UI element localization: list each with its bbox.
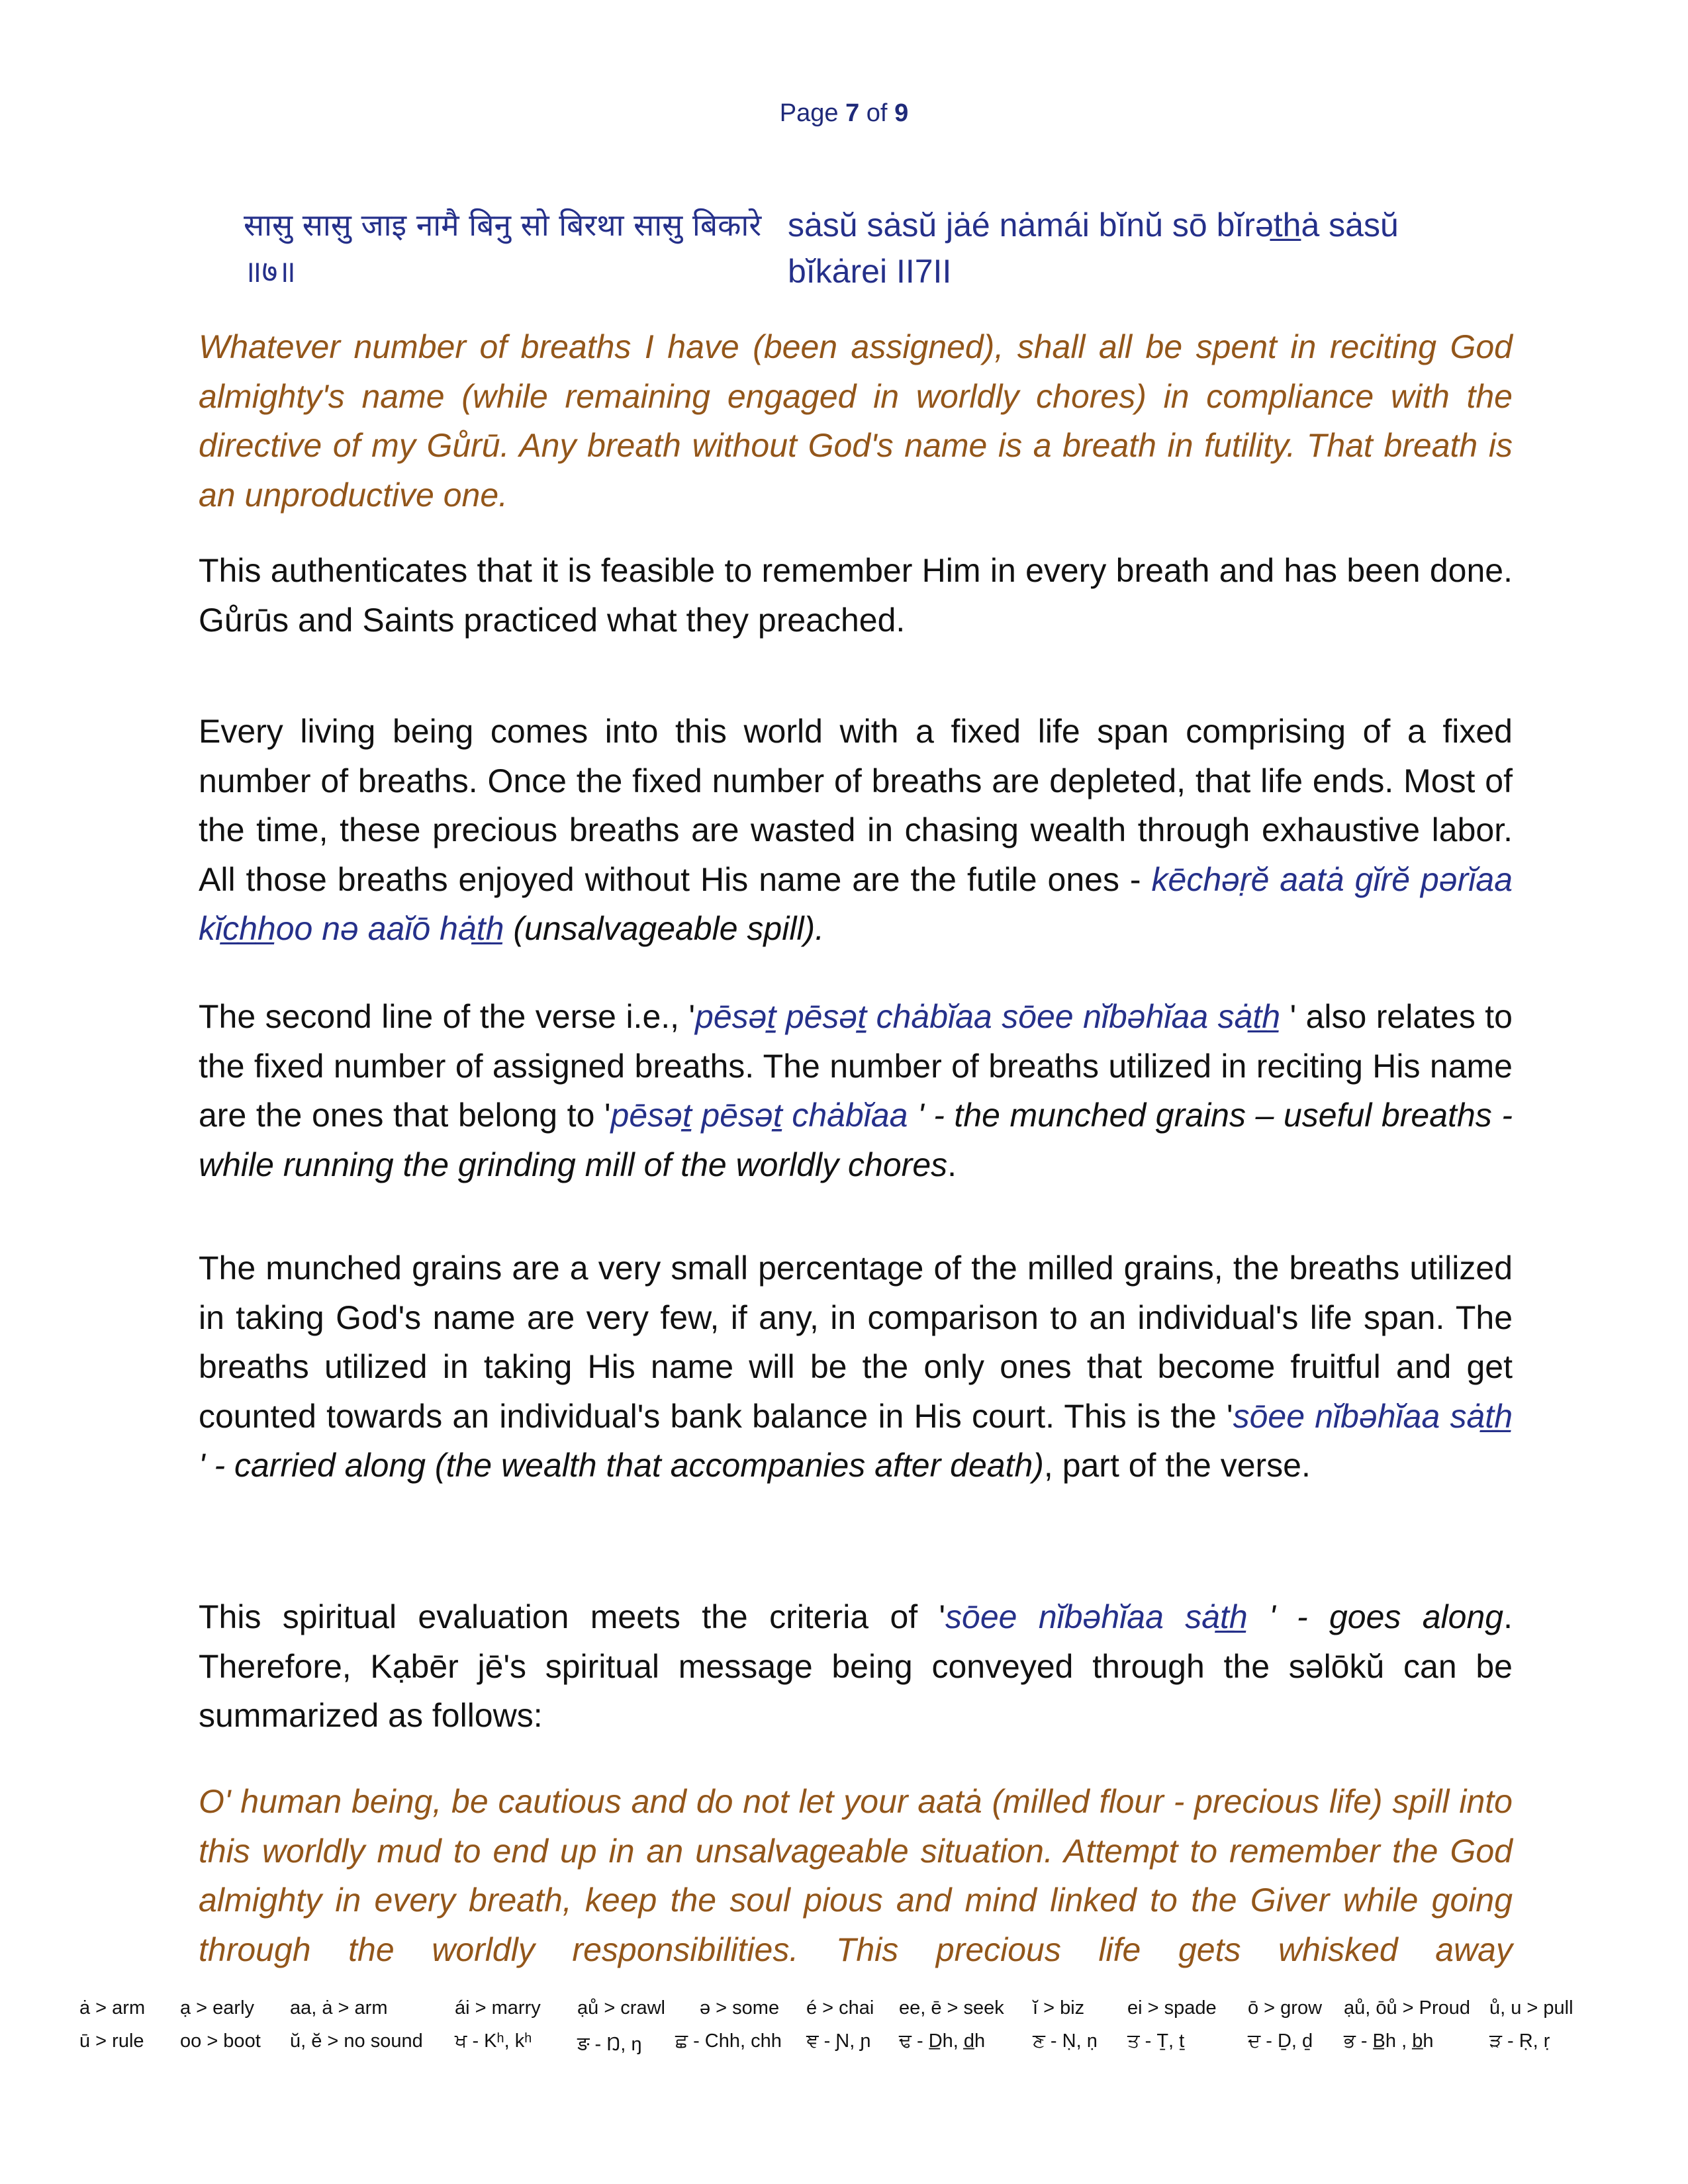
legend-item: ĭ > biz — [1033, 1997, 1085, 2019]
paragraph-second-line: The second line of the verse i.e., 'pēsəṯ pēsəṯ chȧbĭaa sōee nĭbəhĭaa sȧt̲h̲ ' also relates to the fixed number of assigned breaths. The number of breaths utilized in reciting His name are the ones that belong to 'pēsəṯ pēsəṯ chȧbĭaa ' - the munched grains – useful breaths - while running the grinding mill of the worldly chores. — [199, 998, 1513, 1183]
legend-item: ȧ > arm — [79, 1997, 146, 2019]
translit-phrase: sōee nĭbəhĭaa sȧt̲h̲ — [1233, 1397, 1513, 1435]
legend-item: ū > rule — [79, 2030, 144, 2052]
legend-item: ō > grow — [1248, 1997, 1323, 2019]
legend-item: ei > spade — [1127, 1997, 1217, 2019]
paragraph-evaluation: This spiritual evaluation meets the criteria of 'sōee nĭbəhĭaa sȧt̲h̲ ' - goes along. Therefore, Kạbēr jē's spiritual message being conveyed through the səlōkŭ can be summarized as follows: — [199, 1598, 1513, 1734]
legend-item: ái > marry — [455, 1997, 541, 2019]
legend-item: ạů, ōů > Proud — [1344, 1997, 1471, 2019]
pronunciation-legend — [79, 1992, 1622, 2065]
legend-item: é > chai — [806, 1997, 874, 2019]
legend-item: ਣ - Ṇ, ṇ — [1033, 2030, 1098, 2052]
page-number: Page 7 of 9 — [779, 99, 909, 127]
verse-gurmukhi: सासु सासु जाइ नामै बिनु सो बिरथा सासु बिकारे ॥७॥ — [244, 207, 762, 289]
translit-phrase: kēchəṛĕ aatȧ gĭrĕ pərĭaa kĭc̲h̲h̲oo nə aaĭō hȧt̲h̲ — [199, 860, 1513, 947]
legend-item: ee, ē > seek — [899, 1997, 1004, 2019]
legend-item: ਖ - Kʰ, kʰ — [455, 2030, 532, 2052]
legend-item: ਢ - D̲h, d̲h — [899, 2030, 986, 2052]
verse-translit-line1: sȧsŭ sȧsŭ jȧé nȧmái bĭnŭ sō bĭrət̲h̲ȧ sȧsŭ — [788, 206, 1399, 244]
legend-item: ਛ - Chh, chh — [675, 2030, 782, 2052]
legend-item: ਞ - Ɲ, ɲ — [806, 2030, 871, 2052]
verse-translit-line2: bĭkȧrei II7II — [788, 253, 952, 290]
legend-item: ਦ - Ḏ, ḏ — [1248, 2030, 1313, 2052]
legend-item: ਭ - B̲h , b̲h — [1344, 2030, 1434, 2052]
verse-block — [244, 202, 1501, 295]
legend-item: ਤ - Ṯ, ṯ — [1127, 2030, 1185, 2052]
summary-paragraph: O' human being, be cautious and do not let your aatȧ (milled flour - precious life) spill into this worldly mud to end up in an unsalvageable situation. Attempt to remember the God almighty in every breath, keep the soul pious and mind linked to the Giver while going through the worldly responsibilities. This precious life gets whisked away — [199, 1783, 1513, 1968]
translit-phrase: pēsəṯ pēsəṯ chȧbĭaa — [610, 1097, 908, 1134]
legend-item: ੜ - Ṛ, ṛ — [1489, 2030, 1550, 2052]
paragraph-munched-grains: The munched grains are a very small percentage of the milled grains, the breaths utilized in taking God's name are very few, if any, in comparison to an individual's life span. The breaths utilized in taking His name will be the only ones that become fruitful and get counted towards an individual's bank balance in His court. This is the 'sōee nĭbəhĭaa sȧt̲h̲ ' - carried along (the wealth that accompanies after death), part of the verse. — [199, 1250, 1513, 1484]
legend-item: ŭ, ĕ > no sound — [290, 2030, 423, 2052]
translit-phrase: sōee nĭbəhĭaa sȧt̲h̲ — [945, 1598, 1248, 1635]
legend-item: ů, u > pull — [1489, 1997, 1573, 2019]
verse-meaning: Whatever number of breaths I have (been assigned), shall all be spent in reciting God almighty's name (while remaining engaged in worldly chores) in compliance with the directive of my Gůrū. Any breath without God's name is a breath in futility. That breath is an unproductive one. — [199, 328, 1513, 514]
legend-item: ङ - Ŋ, ŋ — [577, 2034, 642, 2055]
legend-item: ə > some — [700, 1997, 780, 2019]
paragraph-authenticates: This authenticates that it is feasible to remember Him in every breath and has been done. Gůrūs and Saints practiced what they preached. — [199, 552, 1513, 639]
paragraph-living-being: Every living being comes into this world with a fixed life span comprising of a fixed number of breaths. Once the fixed number of breaths are depleted, that life ends. Most of the time, these precious breaths are wasted in chasing wealth through exhaustive labor. All those breaths enjoyed without His name are the futile ones - kēchəṛĕ aatȧ gĭrĕ pərĭaa kĭc̲h̲h̲oo nə aaĭō hȧt̲h̲ (unsalvageable spill). — [199, 713, 1513, 947]
legend-item: ạ > early — [180, 1997, 255, 2019]
verse-transliteration — [788, 202, 1503, 295]
translit-phrase: pēsəṯ pēsəṯ chȧbĭaa sōee nĭbəhĭaa sȧt̲h̲ — [695, 998, 1281, 1035]
legend-item: ạů > crawl — [577, 1997, 665, 2019]
legend-item: oo > boot — [180, 2030, 261, 2052]
legend-item: aa, ȧ > arm — [290, 1997, 388, 2019]
